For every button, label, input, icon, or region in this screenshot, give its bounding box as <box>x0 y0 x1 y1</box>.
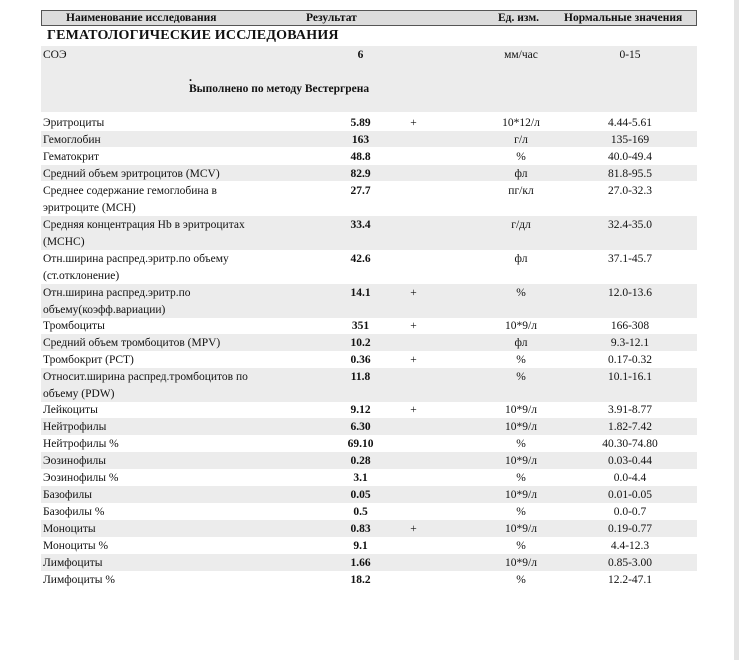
test-name: Эозинофилы % <box>43 472 119 484</box>
test-name: Тромбокрит (PCT) <box>43 354 134 366</box>
test-result: 18.2 <box>350 574 371 586</box>
test-norm: 3.91-8.77 <box>607 404 653 416</box>
test-name: Средняя концентрация Hb в эритроцитах (MCHC) <box>43 219 245 248</box>
test-result: 14.1 <box>350 287 371 299</box>
test-norm: 0.19-0.77 <box>607 523 653 535</box>
test-flag: + <box>410 287 417 299</box>
test-norm: 40.30-74.80 <box>602 438 658 450</box>
test-name: Гемоглобин <box>43 134 101 146</box>
test-norm: 0.17-0.32 <box>607 354 653 366</box>
test-name: Относит.ширина распред.тромбоцитов по объему (PDW) <box>43 371 248 400</box>
test-norm: 1.82-7.42 <box>607 421 653 433</box>
test-unit: % <box>516 438 526 450</box>
test-name: Базофилы <box>43 489 93 501</box>
test-norm: 0.85-3.00 <box>607 557 653 569</box>
test-norm: 4.44-5.61 <box>607 117 653 129</box>
test-result: 33.4 <box>350 219 371 231</box>
test-result: 10.2 <box>350 337 371 349</box>
test-name: Тромбоциты <box>43 320 105 332</box>
test-name: Лейкоциты <box>43 404 98 416</box>
test-norm: 4.4-12.3 <box>610 540 650 552</box>
test-name: Средний объем тромбоцитов (MPV) <box>43 337 221 349</box>
test-name: Базофилы % <box>43 506 105 518</box>
test-result: 351 <box>351 320 370 332</box>
test-name: Средний объем эритроцитов (MCV) <box>43 168 220 180</box>
test-result: 42.6 <box>350 253 371 265</box>
page-edge <box>734 0 739 660</box>
test-flag: + <box>410 117 417 129</box>
test-unit: фл <box>514 337 528 349</box>
test-unit: % <box>516 540 526 552</box>
test-norm: 81.8-95.5 <box>607 168 653 180</box>
test-name: Нейтрофилы <box>43 421 107 433</box>
test-result: 3.1 <box>353 472 368 484</box>
test-flag: + <box>410 523 417 535</box>
test-result: 6 <box>357 49 364 61</box>
test-norm: 0.0-4.4 <box>613 472 647 484</box>
test-norm: 10.1-16.1 <box>607 371 653 383</box>
test-unit: мм/час <box>504 49 538 61</box>
test-name: Среднее содержание гемоглобина в эритроците (MCH) <box>43 185 217 214</box>
test-result: 69.10 <box>347 438 374 450</box>
test-unit: фл <box>514 168 528 180</box>
test-norm: 12.0-13.6 <box>607 287 653 299</box>
test-result: 48.8 <box>350 151 371 163</box>
test-result: 27.7 <box>350 185 371 197</box>
test-flag: + <box>410 404 417 416</box>
test-result: 9.12 <box>350 404 371 416</box>
test-norm: 135-169 <box>610 134 650 146</box>
table-header <box>41 10 697 26</box>
test-result: 163 <box>351 134 370 146</box>
test-unit: % <box>516 287 526 299</box>
test-unit: 10*9/л <box>505 421 537 433</box>
test-result: 11.8 <box>350 371 371 383</box>
test-norm: 12.2-47.1 <box>607 574 653 586</box>
test-name: Эритроциты <box>43 117 105 129</box>
test-norm: 32.4-35.0 <box>607 219 653 231</box>
test-unit: 10*9/л <box>505 557 537 569</box>
header-name: Наименование исследования <box>66 12 217 24</box>
test-unit: % <box>516 506 526 518</box>
test-unit: фл <box>514 253 528 265</box>
test-unit: 10*9/л <box>505 523 537 535</box>
test-result: 0.5 <box>353 506 368 518</box>
test-unit: 10*9/л <box>505 404 537 416</box>
test-norm: 40.0-49.4 <box>607 151 653 163</box>
test-name: Моноциты % <box>43 540 109 552</box>
test-name: Лимфоциты <box>43 557 103 569</box>
test-name: Нейтрофилы % <box>43 438 119 450</box>
test-result: 0.83 <box>350 523 371 535</box>
test-norm: 0.01-0.05 <box>607 489 653 501</box>
test-norm: 27.0-32.3 <box>607 185 653 197</box>
header-result: Результат <box>306 12 357 24</box>
test-name: Отн.ширина распред.эритр.по объему (ст.отклонение) <box>43 253 229 282</box>
test-result: 9.1 <box>353 540 368 552</box>
test-unit: 10*12/л <box>502 117 540 129</box>
test-result: 6.30 <box>350 421 371 433</box>
test-name: Гематокрит <box>43 151 100 163</box>
header-unit: Ед. изм. <box>498 12 540 24</box>
test-unit: % <box>516 472 526 484</box>
test-unit: г/л <box>514 134 528 146</box>
section-title: ГЕМАТОЛОГИЧЕСКИЕ ИССЛЕДОВАНИЯ <box>47 28 339 43</box>
test-result: 0.05 <box>350 489 371 501</box>
test-name: Отн.ширина распред.эритр.по объему(коэфф.вариации) <box>43 287 191 316</box>
test-unit: % <box>516 371 526 383</box>
test-unit: г/дл <box>511 219 531 231</box>
note-bullet: . <box>189 70 192 84</box>
test-name: Лимфоциты % <box>43 574 115 586</box>
test-unit: пг/кл <box>508 185 534 197</box>
method-note: Выполнено по методу Вестергрена <box>189 83 370 95</box>
test-result: 1.66 <box>350 557 371 569</box>
test-norm: 0.0-0.7 <box>613 506 647 518</box>
test-flag: + <box>410 354 417 366</box>
test-norm: 0.03-0.44 <box>607 455 653 467</box>
test-name: Эозинофилы <box>43 455 107 467</box>
test-unit: 10*9/л <box>505 320 537 332</box>
test-norm: 166-308 <box>610 320 650 332</box>
test-unit: 10*9/л <box>505 455 537 467</box>
test-norm: 0-15 <box>619 49 641 61</box>
test-result: 0.28 <box>350 455 371 467</box>
test-unit: % <box>516 574 526 586</box>
test-unit: % <box>516 151 526 163</box>
test-result: 82.9 <box>350 168 371 180</box>
test-unit: 10*9/л <box>505 489 537 501</box>
test-flag: + <box>410 320 417 332</box>
test-name: СОЭ <box>43 49 67 61</box>
test-name: Моноциты <box>43 523 96 535</box>
header-norm: Нормальные значения <box>564 12 683 24</box>
test-result: 0.36 <box>350 354 371 366</box>
test-unit: % <box>516 354 526 366</box>
test-result: 5.89 <box>350 117 371 129</box>
test-norm: 37.1-45.7 <box>607 253 653 265</box>
test-norm: 9.3-12.1 <box>610 337 650 349</box>
